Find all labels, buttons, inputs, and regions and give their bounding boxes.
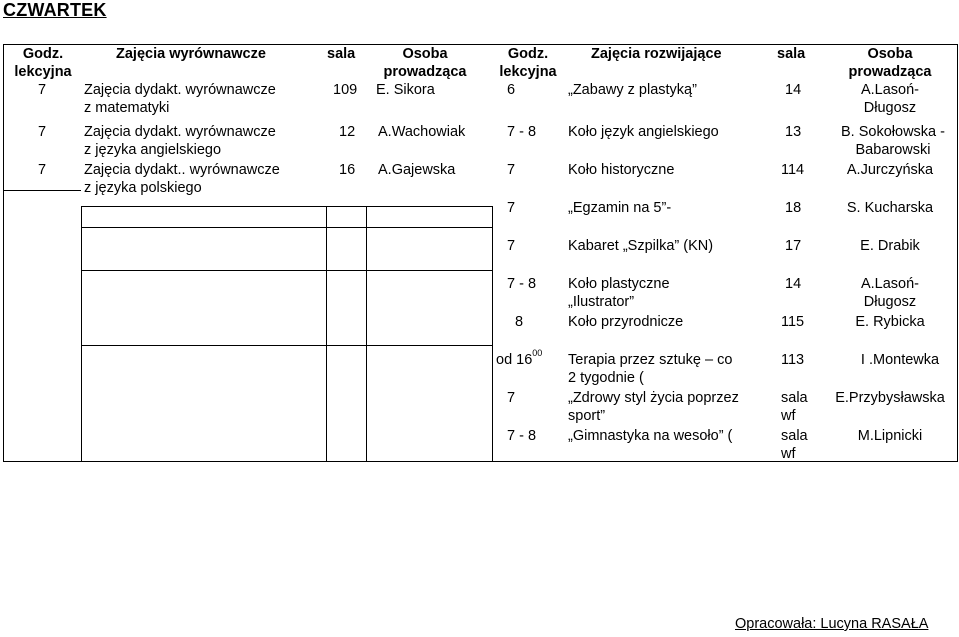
cell-osoba: B. Sokołowska - (841, 124, 945, 140)
header-zajecia-wyrownawcze: Zajęcia wyrównawcze (116, 46, 266, 62)
cell-godz: 7 - 8 (507, 276, 537, 292)
cell-godz-text: od 16 (496, 352, 533, 368)
header-osoba: Osoba (402, 46, 448, 62)
cell-zajecia-line2: z matematyki (84, 100, 170, 116)
cell-osoba: E. Rybicka (855, 314, 925, 330)
cell-osoba: I .Montewka (860, 352, 940, 368)
cell-osoba: A.Jurczyńska (846, 162, 934, 178)
cell-zajecia: „Zabawy z plastyką” (568, 82, 697, 98)
cell-osoba-line2: Długosz (863, 294, 917, 310)
cell-zajecia: Zajęcia dydakt. wyrównawcze (84, 124, 276, 140)
header-osoba-right: Osoba (867, 46, 913, 62)
cell-zajecia-line2: z języka polskiego (84, 180, 202, 196)
cell-godz: 7 (507, 162, 516, 178)
cell-zajecia-line2: sport” (568, 408, 606, 424)
cell-zajecia: „Gimnastyka na wesoło” ( (568, 428, 733, 444)
cell-sala: 16 (339, 162, 356, 178)
header-sala-right: sala (777, 46, 806, 62)
cell-sala-line2: wf (781, 446, 796, 462)
cell-sala: 114 (781, 162, 805, 178)
cell-godz: 8 (515, 314, 524, 330)
cell-osoba: A.Wachowiak (378, 124, 466, 140)
cell-godz: 7 (507, 200, 516, 216)
cell-zajecia-line2: z języka angielskiego (84, 142, 222, 158)
cell-sala: sala (781, 390, 808, 406)
header-prowadzaca-right: prowadząca (848, 64, 932, 80)
cell-godz: 7 (507, 390, 516, 406)
header-godz: Godz. (22, 46, 64, 62)
cell-godz-sup: 00 (532, 348, 543, 359)
cell-osoba: M.Lipnicki (857, 428, 923, 444)
cell-zajecia-line2: 2 tygodnie ( (568, 370, 644, 386)
cell-godz: 7 - 8 (507, 428, 537, 444)
cell-godz: 7 (38, 82, 47, 98)
cell-osoba: S. Kucharska (846, 200, 934, 216)
cell-godz: 7 (38, 162, 47, 178)
cell-zajecia: Koło przyrodnicze (568, 314, 684, 330)
cell-zajecia: „Egzamin na 5”- (568, 200, 672, 216)
cell-zajecia: Koło język angielskiego (568, 124, 719, 140)
cell-sala: sala (781, 428, 808, 444)
header-zajecia-rozwijajace: Zajęcia rozwijające (591, 46, 722, 62)
cell-sala: 13 (785, 124, 802, 140)
cell-sala: 17 (785, 238, 802, 254)
cell-godz: 7 - 8 (507, 124, 537, 140)
cell-sala: 18 (785, 200, 802, 216)
cell-sala: 14 (785, 276, 802, 292)
header-prowadzaca: prowadząca (383, 64, 467, 80)
cell-osoba: A.Gajewska (378, 162, 456, 178)
cell-osoba: E. Sikora (376, 82, 435, 98)
cell-sala: 109 (333, 82, 358, 98)
cell-sala-line2: wf (781, 408, 796, 424)
footer-author: Opracowała: Lucyna RASAŁA (735, 616, 929, 632)
cell-sala: 14 (785, 82, 802, 98)
cell-godz: 7 (507, 238, 516, 254)
cell-zajecia: Kabaret „Szpilka” (KN) (568, 238, 714, 254)
cell-sala: 12 (339, 124, 356, 140)
header-lekcyjna: lekcyjna (14, 64, 72, 80)
cell-osoba: A.Lasoń- (860, 276, 920, 292)
cell-zajecia: „Zdrowy styl życia poprzez (568, 390, 739, 406)
cell-osoba-line2: Babarowski (855, 142, 931, 158)
cell-zajecia: Terapia przez sztukę – co (568, 352, 733, 368)
page-title: CZWARTEK (3, 0, 107, 20)
cell-osoba-line2: Długosz (863, 100, 917, 116)
cell-zajecia: Zajęcia dydakt.. wyrównawcze (84, 162, 280, 178)
cell-godz (496, 348, 543, 368)
header-sala: sala (327, 46, 356, 62)
cell-zajecia-line2: „Ilustrator” (568, 294, 635, 310)
cell-osoba: E.Przybysławska (835, 390, 945, 406)
cell-osoba: E. Drabik (860, 238, 920, 254)
cell-godz: 7 (38, 124, 47, 140)
header-lekcyjna-right: lekcyjna (499, 64, 557, 80)
cell-zajecia: Koło plastyczne (568, 276, 670, 292)
cell-zajecia: Zajęcia dydakt. wyrównawcze (84, 82, 276, 98)
cell-sala: 113 (781, 352, 805, 368)
cell-sala: 115 (781, 314, 805, 330)
cell-osoba: A.Lasoń- (860, 82, 920, 98)
cell-godz: 6 (507, 82, 516, 98)
cell-zajecia: Koło historyczne (568, 162, 675, 178)
header-godz-right: Godz. (507, 46, 549, 62)
